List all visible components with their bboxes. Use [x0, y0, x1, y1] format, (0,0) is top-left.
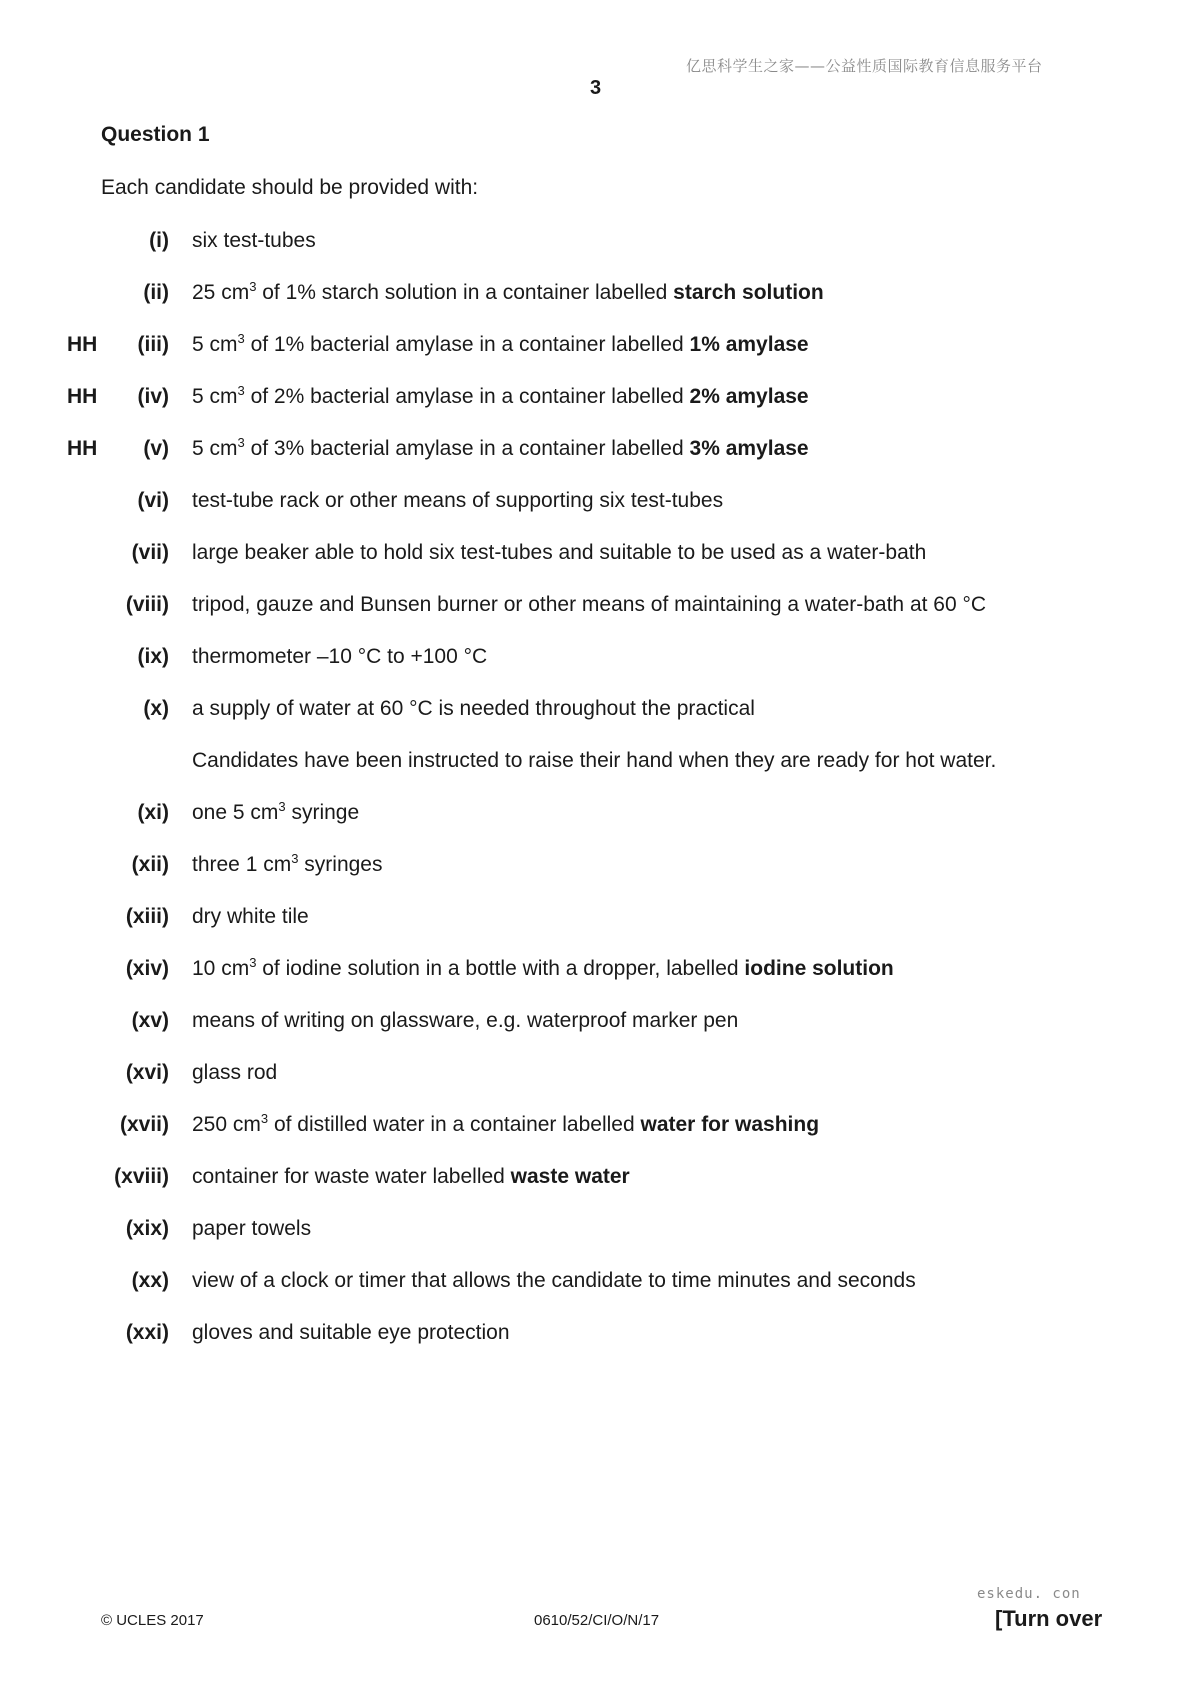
item-text — [192, 541, 926, 565]
list-item — [0, 1009, 1191, 1039]
text-run: of iodine solution in a bottle with a dropper, labelled — [256, 957, 745, 980]
list-item — [0, 905, 1191, 935]
hot-water-note: Candidates have been instructed to raise their hand when they are ready for hot water. — [192, 749, 997, 772]
list-item — [0, 541, 1191, 571]
list-item — [0, 1061, 1191, 1091]
item-number: (iii) — [137, 333, 169, 356]
item-number: (xii) — [131, 853, 169, 876]
item-number: (xxi) — [125, 1321, 169, 1344]
item-number: (ii) — [143, 281, 169, 304]
item-text — [192, 957, 894, 981]
page-number: 3 — [589, 77, 602, 99]
text-run: syringes — [298, 853, 383, 876]
item-number: (xv) — [131, 1009, 169, 1032]
list-item — [0, 281, 1191, 311]
list-item — [0, 385, 1191, 415]
item-number: (vi) — [137, 489, 169, 512]
list-item — [0, 489, 1191, 519]
superscript: 3 — [249, 279, 257, 294]
text-run: of 1% bacterial amylase in a container labelled — [244, 333, 690, 356]
hh-marker: HH — [67, 385, 98, 408]
item-number: (viii) — [125, 593, 169, 616]
superscript: 3 — [237, 383, 245, 398]
list-item — [0, 1113, 1191, 1143]
text-run: 25 cm — [192, 281, 250, 304]
text-run: 250 cm — [192, 1113, 261, 1136]
text-run: three 1 cm — [192, 853, 292, 876]
item-text — [192, 1113, 819, 1137]
text-run: one 5 cm — [192, 801, 279, 824]
item-text — [192, 801, 359, 825]
list-item — [0, 437, 1191, 467]
text-run: gloves and suitable eye protection — [192, 1321, 510, 1344]
item-number: (xviii) — [114, 1165, 169, 1188]
text-run: of distilled water in a container labelled — [268, 1113, 641, 1136]
list-item — [0, 697, 1191, 727]
list-item — [0, 1217, 1191, 1247]
text-run: container for waste water labelled — [192, 1165, 511, 1188]
question-intro: Each candidate should be provided with: — [101, 176, 479, 199]
item-number: (xx) — [131, 1269, 169, 1292]
list-item — [0, 1321, 1191, 1351]
item-text — [192, 697, 755, 721]
superscript: 3 — [237, 435, 245, 450]
text-run: 5 cm — [192, 333, 238, 356]
footer-copyright: © UCLES 2017 — [101, 1612, 204, 1629]
item-text — [192, 229, 316, 253]
item-number: (vii) — [131, 541, 169, 564]
list-item — [0, 593, 1191, 623]
item-text — [192, 385, 809, 409]
item-number: (xvi) — [125, 1061, 169, 1084]
bold-label: 3% amylase — [689, 437, 809, 460]
text-run: view of a clock or timer that allows the candidate to time minutes and seconds — [192, 1269, 916, 1292]
item-text — [192, 905, 309, 929]
superscript: 3 — [260, 1111, 269, 1126]
list-item — [0, 333, 1191, 363]
watermark-text: 亿思科学生之家——公益性质国际教育信息服务平台 — [686, 57, 1043, 75]
item-text — [192, 437, 809, 461]
item-number: (xix) — [125, 1217, 169, 1240]
item-text — [192, 593, 986, 617]
item-text — [192, 1217, 311, 1241]
text-run: dry white tile — [192, 905, 309, 928]
item-number: (ix) — [137, 645, 169, 668]
bold-label: starch solution — [673, 281, 824, 304]
item-number: (x) — [143, 697, 169, 720]
list-item — [0, 801, 1191, 831]
list-item — [0, 853, 1191, 883]
text-run: large beaker able to hold six test-tubes and suitable to be used as a water-bath — [192, 541, 927, 564]
item-text — [192, 489, 723, 513]
item-number: (xiv) — [125, 957, 169, 980]
text-run: of 1% starch solution in a container labelled — [256, 281, 674, 304]
text-run: glass rod — [192, 1061, 278, 1084]
text-run: of 3% bacterial amylase in a container labelled — [244, 437, 690, 460]
bold-label: 2% amylase — [689, 385, 809, 408]
footer-paper-code: 0610/52/CI/O/N/17 — [534, 1612, 660, 1629]
list-item — [0, 1269, 1191, 1299]
list-item — [0, 1165, 1191, 1195]
item-text — [192, 1321, 510, 1345]
footer-site-watermark: eskedu. con — [977, 1586, 1081, 1602]
list-item — [0, 957, 1191, 987]
item-number: (xvii) — [119, 1113, 169, 1136]
text-run: six test-tubes — [192, 229, 316, 252]
item-number: (i) — [149, 229, 169, 252]
item-text — [192, 1009, 738, 1033]
text-run: 5 cm — [192, 385, 238, 408]
item-text — [192, 1269, 916, 1293]
bold-label: water for washing — [640, 1113, 820, 1136]
bold-label: iodine solution — [744, 957, 894, 980]
text-run: 5 cm — [192, 437, 238, 460]
item-number: (iv) — [137, 385, 169, 408]
item-text — [192, 645, 487, 669]
text-run: thermometer –10 °C to +100 °C — [192, 645, 488, 668]
text-run: paper towels — [192, 1217, 312, 1240]
text-run: tripod, gauze and Bunsen burner or other means of maintaining a water-bath at 60 °C — [192, 593, 987, 616]
item-number: (xi) — [137, 801, 169, 824]
superscript: 3 — [237, 331, 245, 346]
text-run: of 2% bacterial amylase in a container labelled — [244, 385, 690, 408]
item-number: (xiii) — [125, 905, 169, 928]
hh-marker: HH — [67, 333, 98, 356]
item-number: (v) — [143, 437, 169, 460]
bold-label: 1% amylase — [689, 333, 809, 356]
text-run: syringe — [285, 801, 360, 824]
item-text — [192, 1165, 630, 1189]
turn-over-label: [Turn over — [995, 1606, 1103, 1631]
superscript: 3 — [249, 955, 257, 970]
item-text — [192, 1061, 277, 1085]
list-item — [0, 229, 1191, 259]
text-run: means of writing on glassware, e.g. waterproof marker pen — [192, 1009, 739, 1032]
item-text — [192, 853, 382, 877]
hh-marker: HH — [67, 437, 98, 460]
text-run: 10 cm — [192, 957, 250, 980]
text-run: test-tube rack or other means of supporting six test-tubes — [192, 489, 724, 512]
item-text — [192, 281, 824, 305]
superscript: 3 — [278, 799, 286, 814]
text-run: a supply of water at 60 °C is needed throughout the practical — [192, 697, 755, 720]
superscript: 3 — [291, 851, 299, 866]
list-item — [0, 645, 1191, 675]
bold-label: waste water — [510, 1165, 630, 1188]
item-text — [192, 333, 809, 357]
question-title: Question 1 — [101, 123, 210, 146]
